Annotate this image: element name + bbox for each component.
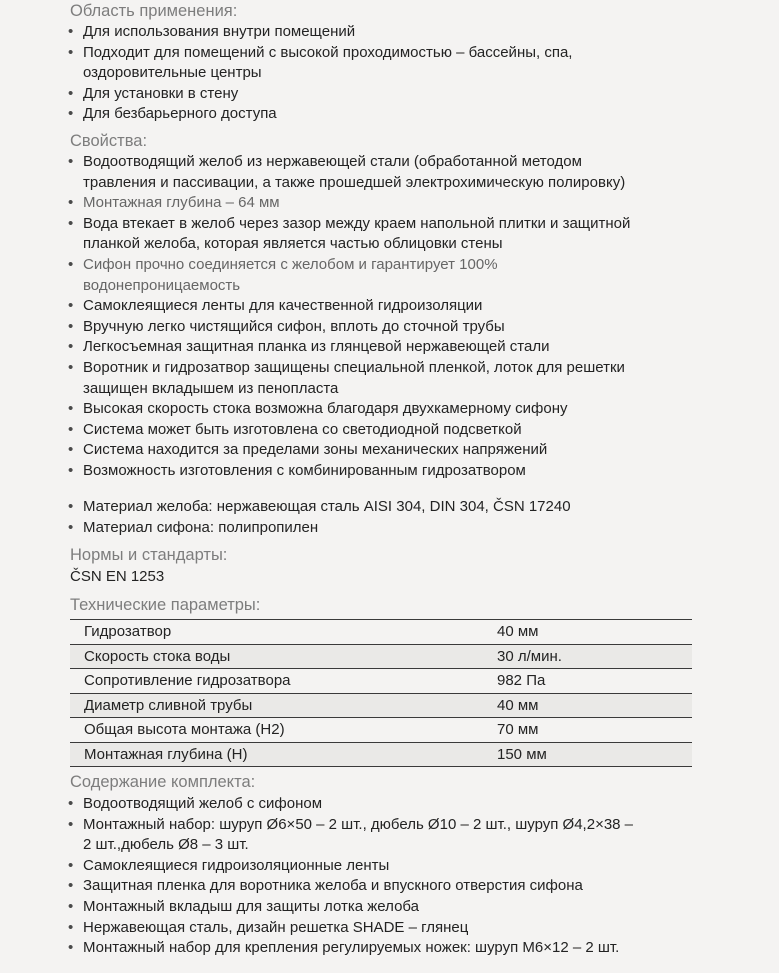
list-item: [66, 518, 571, 539]
list-item: [66, 461, 630, 482]
parameter-label: Общая высота монтажа (H2): [70, 718, 485, 743]
list-item: [66, 337, 630, 358]
list-item-text: планкой желоба, которая является частью облицовки стены: [83, 235, 503, 253]
list-item-text: • Материал желоба: нержавеющая сталь AISI 304, DIN 304, ČSN 17240: [83, 498, 571, 515]
list-item-text: • Для использования внутри помещений: [83, 23, 356, 40]
list-item: [66, 296, 630, 317]
list-item: [66, 22, 572, 43]
parameter-value: 150 мм: [485, 742, 692, 767]
list-item-text: защищен вкладышем из пенопласта: [83, 379, 339, 397]
list-item-text: • Водоотводящий желоб с сифоном: [83, 795, 323, 812]
list-item-text: 2 шт.,дюбель Ø8 – 3 шт.: [83, 836, 249, 854]
list-item: [66, 440, 630, 461]
kit-section-title: Содержание комплекта:: [70, 773, 256, 791]
list-item-text: водонепроницаемость: [83, 276, 241, 294]
technical-parameters-table: [70, 619, 692, 767]
list-item-text: • Монтажная глубина – 64 мм: [83, 194, 280, 212]
list-item-text: • Водоотводящий желоб из нержавеющей стали (обработанной методом: [83, 153, 582, 170]
list-item: [66, 214, 630, 255]
parameter-value: 30 л/мин.: [485, 644, 692, 669]
parameter-value: 70 мм: [485, 718, 692, 743]
list-item: [66, 358, 630, 399]
list-item-text: • Защитная пленка для воротника желоба и впускного отверстия сифона: [83, 877, 583, 895]
list-item-text: • Монтажный набор: шуруп Ø6×50 – 2 шт., дюбель Ø10 – 2 шт., шуруп Ø4,2×38 –: [83, 815, 634, 833]
table-row: [70, 742, 692, 767]
list-item-text: • Подходит для помещений с высокой проходимостью – бассейны, спа,: [83, 43, 573, 61]
list-item-text: • Сифон прочно соединяется с желобом и гарантирует 100%: [83, 255, 498, 273]
list-item-text: • Воротник и гидрозатвор защищены специальной пленкой, лоток для решетки: [83, 358, 625, 376]
list-item: [66, 317, 630, 338]
list-item: [66, 815, 633, 856]
list-item: [66, 193, 630, 214]
standards-value: ČSN EN 1253: [70, 568, 165, 585]
parameter-label: Скорость стока воды: [70, 644, 485, 669]
parameter-label: Монтажная глубина (H): [70, 742, 485, 767]
list-item-text: • Вода втекает в желоб через зазор между краем напольной плитки и защитной: [83, 214, 631, 232]
parameter-value: 40 мм: [485, 620, 692, 645]
list-item-text: • Нержавеющая сталь, дизайн решетка SHADE – глянец: [83, 918, 469, 936]
parameter-label: Сопротивление гидрозатвора: [70, 669, 485, 694]
list-item-text: • Монтажный набор для крепления регулируемых ножек: шуруп M6×12 – 2 шт.: [83, 939, 620, 957]
list-item: [66, 255, 630, 296]
list-item: [66, 794, 633, 815]
table-row: [70, 693, 692, 718]
parameter-value: 40 мм: [485, 693, 692, 718]
list-item: [66, 856, 633, 877]
list-item: [66, 43, 572, 84]
parameter-label: Гидрозатвор: [70, 620, 485, 645]
table-row: [70, 669, 692, 694]
list-item: [66, 938, 633, 959]
list-item-text: • Легкосъемная защитная планка из глянцевой нержавеющей стали: [83, 338, 550, 356]
list-item: [66, 84, 572, 105]
list-item-text: • Материал сифона: полипропилен: [83, 518, 319, 536]
table-row: [70, 718, 692, 743]
standards-section-title: Нормы и стандарты:: [70, 546, 228, 564]
list-item: [66, 420, 630, 441]
list-item-text: • Для безбарьерного доступа: [83, 105, 277, 123]
list-item-text: • Вручную легко чистящийся сифон, вплоть до сточной трубы: [83, 317, 505, 335]
parameter-label: Диаметр сливной трубы: [70, 693, 485, 718]
list-item-text: травления и пассивации, а также прошедшей электрохимическую полировку): [83, 173, 626, 191]
list-item: [66, 918, 633, 939]
list-item-text: • Монтажный вкладыш для защиты лотка желоба: [83, 897, 419, 915]
table-row: [70, 644, 692, 669]
table-row: [70, 620, 692, 645]
list-item-text: • Для установки в стену: [83, 84, 239, 102]
list-item: [66, 399, 630, 420]
list-item-text: • Высокая скорость стока возможна благодаря двухкамерному сифону: [83, 400, 568, 418]
usage-list: [66, 22, 572, 125]
list-item-text: • Самоклеящиеся гидроизоляционные ленты: [83, 856, 390, 874]
list-item: [66, 152, 630, 193]
list-item: [66, 876, 633, 897]
properties-list: [66, 152, 630, 482]
list-item-text: • Система может быть изготовлена со светодиодной подсветкой: [83, 420, 522, 438]
list-item-text: • Самоклеящиеся ленты для качественной гидроизоляции: [83, 297, 483, 315]
kit-list: [66, 794, 633, 959]
list-item-text: • Система находится за пределами зоны механических напряжений: [83, 441, 548, 459]
technical-section-title: Технические параметры:: [70, 596, 261, 614]
properties-section-title: Свойства:: [70, 132, 148, 150]
usage-section-title: Область применения:: [70, 2, 238, 20]
list-item-text: • Возможность изготовления с комбинированным гидрозатвором: [83, 461, 526, 479]
list-item: [66, 897, 633, 918]
list-item: [66, 497, 571, 518]
list-item: [66, 104, 572, 125]
materials-list: [66, 497, 571, 538]
parameter-value: 982 Па: [485, 669, 692, 694]
list-item-text: оздоровительные центры: [83, 64, 262, 82]
